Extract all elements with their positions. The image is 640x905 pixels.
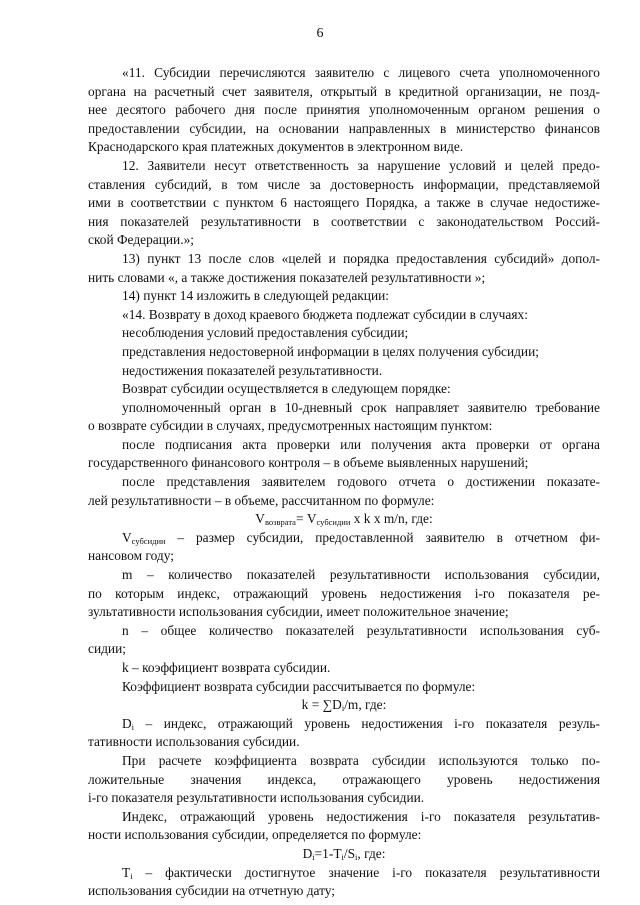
text-line: недостижения показателей результативности. bbox=[122, 362, 383, 378]
definition-v-subsidy: $V_{субсидии}$ – размер субсидии, предоставленной заявителю в отчетном фи- bbox=[122, 529, 600, 546]
definition-t-actual: $T_i$ – фактически достигнутое значение i-го показателя результативности bbox=[122, 864, 600, 881]
text-line: ской Федерации.»; bbox=[88, 232, 194, 248]
text-line: лей результативности – в объеме, рассчитанном по формуле: bbox=[88, 492, 435, 508]
text-line: Возврат субсидии осуществляется в следующем порядке: bbox=[122, 381, 451, 397]
text-line: о возврате субсидии в случаях, предусмотренных настоящим пунктом: bbox=[88, 418, 493, 434]
text-line: Коэффициент возврата субсидии рассчитывается по формуле: bbox=[122, 678, 476, 694]
text-line: государственного финансового контроля – в объеме выявленных нарушений; bbox=[88, 455, 529, 471]
text-line: n – общее количество показателей результативности использования суб- bbox=[122, 622, 600, 638]
text-line: ния показателей результативности в соответствии с законодательством Россий- bbox=[88, 213, 600, 229]
page-number: 6 bbox=[316, 26, 324, 41]
text-line: после подписания акта проверки или получения акта проверки от органа bbox=[122, 436, 600, 452]
text-line: ложительные значения индекса, отражающего уровень недостижения bbox=[88, 771, 600, 787]
text-line: нансовом году; bbox=[88, 548, 174, 564]
text-line: При расчете коэффициента возврата субсидии используются только по- bbox=[122, 752, 600, 768]
text-line: после представления заявителем годового отчета о достижении показате- bbox=[122, 474, 600, 490]
text-line: 12. Заявители несут ответственность за нарушение условий и целей предо- bbox=[122, 157, 600, 173]
text-line: i-го показателя результативности использования субсидии. bbox=[88, 790, 425, 806]
text-line: m – количество показателей результативности использования субсидии, bbox=[122, 567, 600, 583]
text-line: нить словами «, а также достижения показателей результативности »; bbox=[88, 269, 486, 285]
text-line: «14. Возврату в доход краевого бюджета подлежат субсидии в случаях: bbox=[122, 306, 528, 322]
text-line: представления недостоверной информации в целях получения субсидии; bbox=[122, 343, 539, 359]
formula-index: $D_i=1-T_i/S_i$, где: bbox=[302, 845, 386, 862]
text-line: Индекс, отражающий уровень недостижения i-го показателя результатив- bbox=[122, 808, 600, 824]
text-line: предоставлении субсидии, на основании направленных в министерство финансов bbox=[88, 120, 600, 136]
text-line: сидии; bbox=[88, 641, 126, 657]
text-line: «11. Субсидии перечисляются заявителю с лицевого счета уполномоченного bbox=[122, 65, 600, 80]
text-line: 14) пункт 14 изложить в следующей редакции: bbox=[122, 288, 390, 304]
text-line: нее десятого рабочего дня после принятия уполномоченным органом решения о bbox=[88, 102, 600, 118]
text-line: тативности использования субсидии. bbox=[88, 734, 300, 750]
formula-coefficient: $k = \sum D_i/m$, где: bbox=[301, 697, 387, 714]
document-body bbox=[88, 64, 600, 901]
text-line: ности использования субсидии, определяется по формуле: bbox=[88, 827, 422, 843]
text-line: несоблюдения условий предоставления субсидии; bbox=[122, 325, 409, 341]
text-line: 13) пункт 13 после слов «целей и порядка предоставления субсидий» допол- bbox=[122, 250, 600, 266]
text-line: использования субсидии на отчетную дату; bbox=[88, 883, 336, 899]
text-line: по которым индекс, отражающий уровень недостижения i-го показателя ре- bbox=[88, 585, 600, 601]
text-line: k – коэффициент возврата субсидии. bbox=[122, 660, 331, 675]
text-line: органа на расчетный счет заявителя, открытый в кредитной организации, не позд- bbox=[88, 83, 600, 99]
text-line: Краснодарского края платежных документов в электронном виде. bbox=[88, 139, 464, 155]
text-line: ставления субсидий, в том числе за достоверность информации, представляемой bbox=[88, 176, 600, 192]
formula-refund: $V_{возврата}= V_{субсидии}$ x k x m/n, где: bbox=[255, 511, 433, 528]
text-line: уполномоченный орган в 10-дневный срок направляет заявителю требование bbox=[122, 399, 600, 415]
text-line: ими в соответствии с пунктом 6 настоящего Порядка, а также в случае недостиже- bbox=[88, 195, 600, 211]
text-line: зультативности использования субсидии, имеет положительное значение; bbox=[88, 604, 509, 620]
definition-d-index: $D_i$ – индекс, отражающий уровень недостижения i-го показателя резуль- bbox=[122, 715, 600, 732]
